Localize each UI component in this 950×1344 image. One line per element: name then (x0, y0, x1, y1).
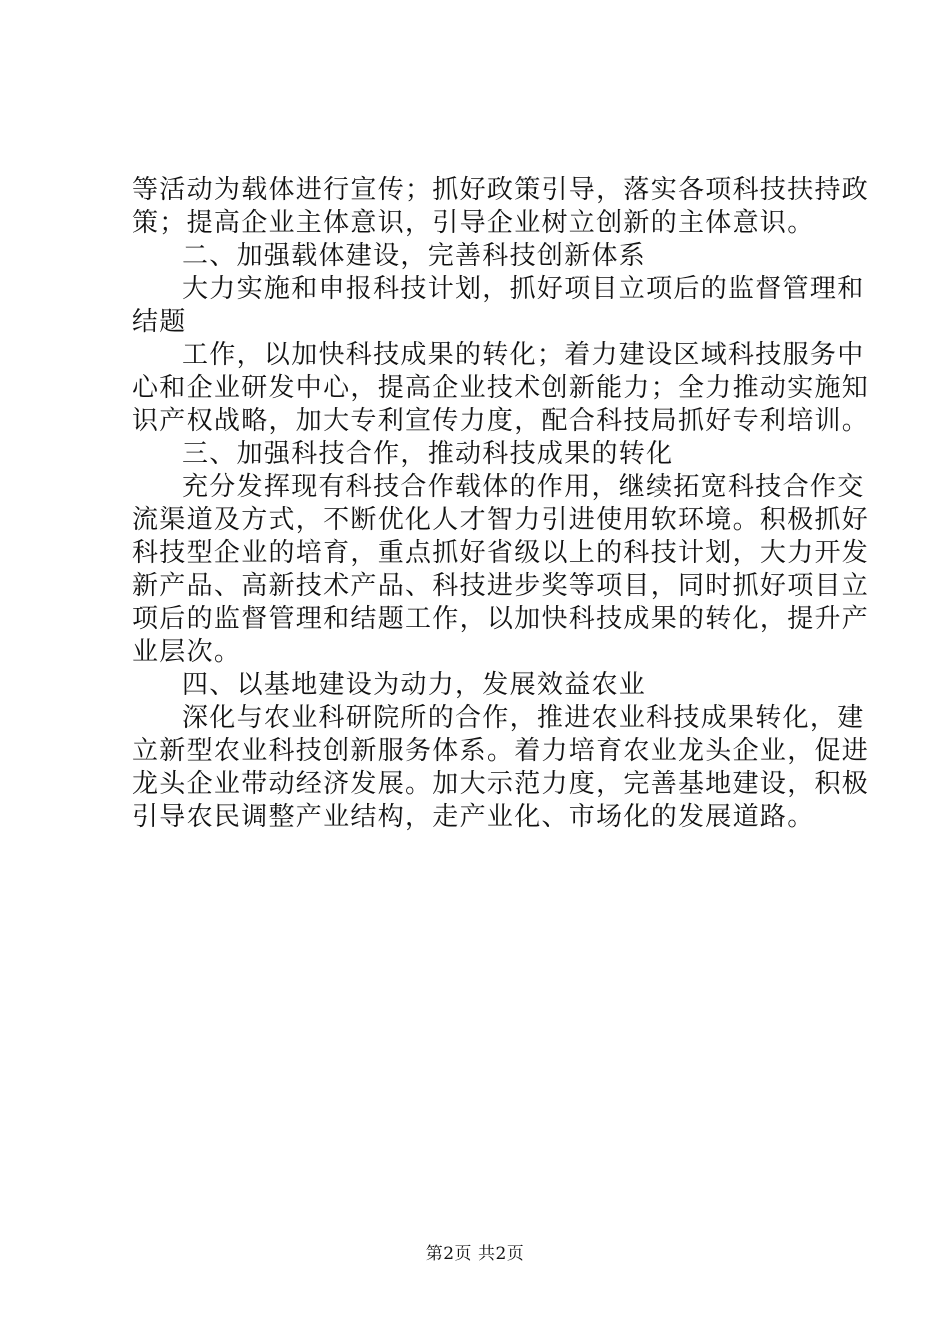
body-line: 新产品、高新技术产品、科技进步奖等项目，同时抓好项目立 (132, 571, 870, 601)
body-line: 立新型农业科技创新服务体系。着力培育农业龙头企业，促进 (132, 736, 870, 766)
section-heading: 二、加强载体建设，完善科技创新体系 (182, 241, 647, 271)
body-line: 识产权战略，加大专利宣传力度，配合科技局抓好专利培训。 (132, 406, 870, 436)
body-line: 深化与农业科研院所的合作，推进农业科技成果转化，建 (182, 703, 865, 733)
body-line: 充分发挥现有科技合作载体的作用，继续拓宽科技合作交 (182, 472, 865, 502)
body-line: 等活动为载体进行宣传；抓好政策引导，落实各项科技扶持政 (132, 175, 870, 205)
body-line: 科技型企业的培育，重点抓好省级以上的科技计划，大力开发 (132, 538, 870, 568)
page-footer: 第2页 共2页 (425, 1244, 525, 1264)
body-line: 结题 (132, 307, 187, 337)
body-line: 业层次。 (132, 637, 242, 667)
body-line: 心和企业研发中心，提高企业技术创新能力；全力推动实施知 (132, 373, 870, 403)
body-line: 策；提高企业主体意识，引导企业树立创新的主体意识。 (132, 208, 815, 238)
section-heading: 三、加强科技合作，推动科技成果的转化 (182, 439, 674, 469)
section-heading: 四、以基地建设为动力，发展效益农业 (182, 670, 647, 700)
body-line: 流渠道及方式，不断优化人才智力引进使用软环境。积极抓好 (132, 505, 870, 535)
body-line: 龙头企业带动经济发展。加大示范力度，完善基地建设，积极 (132, 769, 870, 799)
body-line: 工作，以加快科技成果的转化；着力建设区域科技服务中 (182, 340, 865, 370)
body-line: 项后的监督管理和结题工作，以加快科技成果的转化，提升产 (132, 604, 870, 634)
body-line: 大力实施和申报科技计划，抓好项目立项后的监督管理和 (182, 274, 865, 304)
body-line: 引导农民调整产业结构，走产业化、市场化的发展道路。 (132, 802, 815, 832)
